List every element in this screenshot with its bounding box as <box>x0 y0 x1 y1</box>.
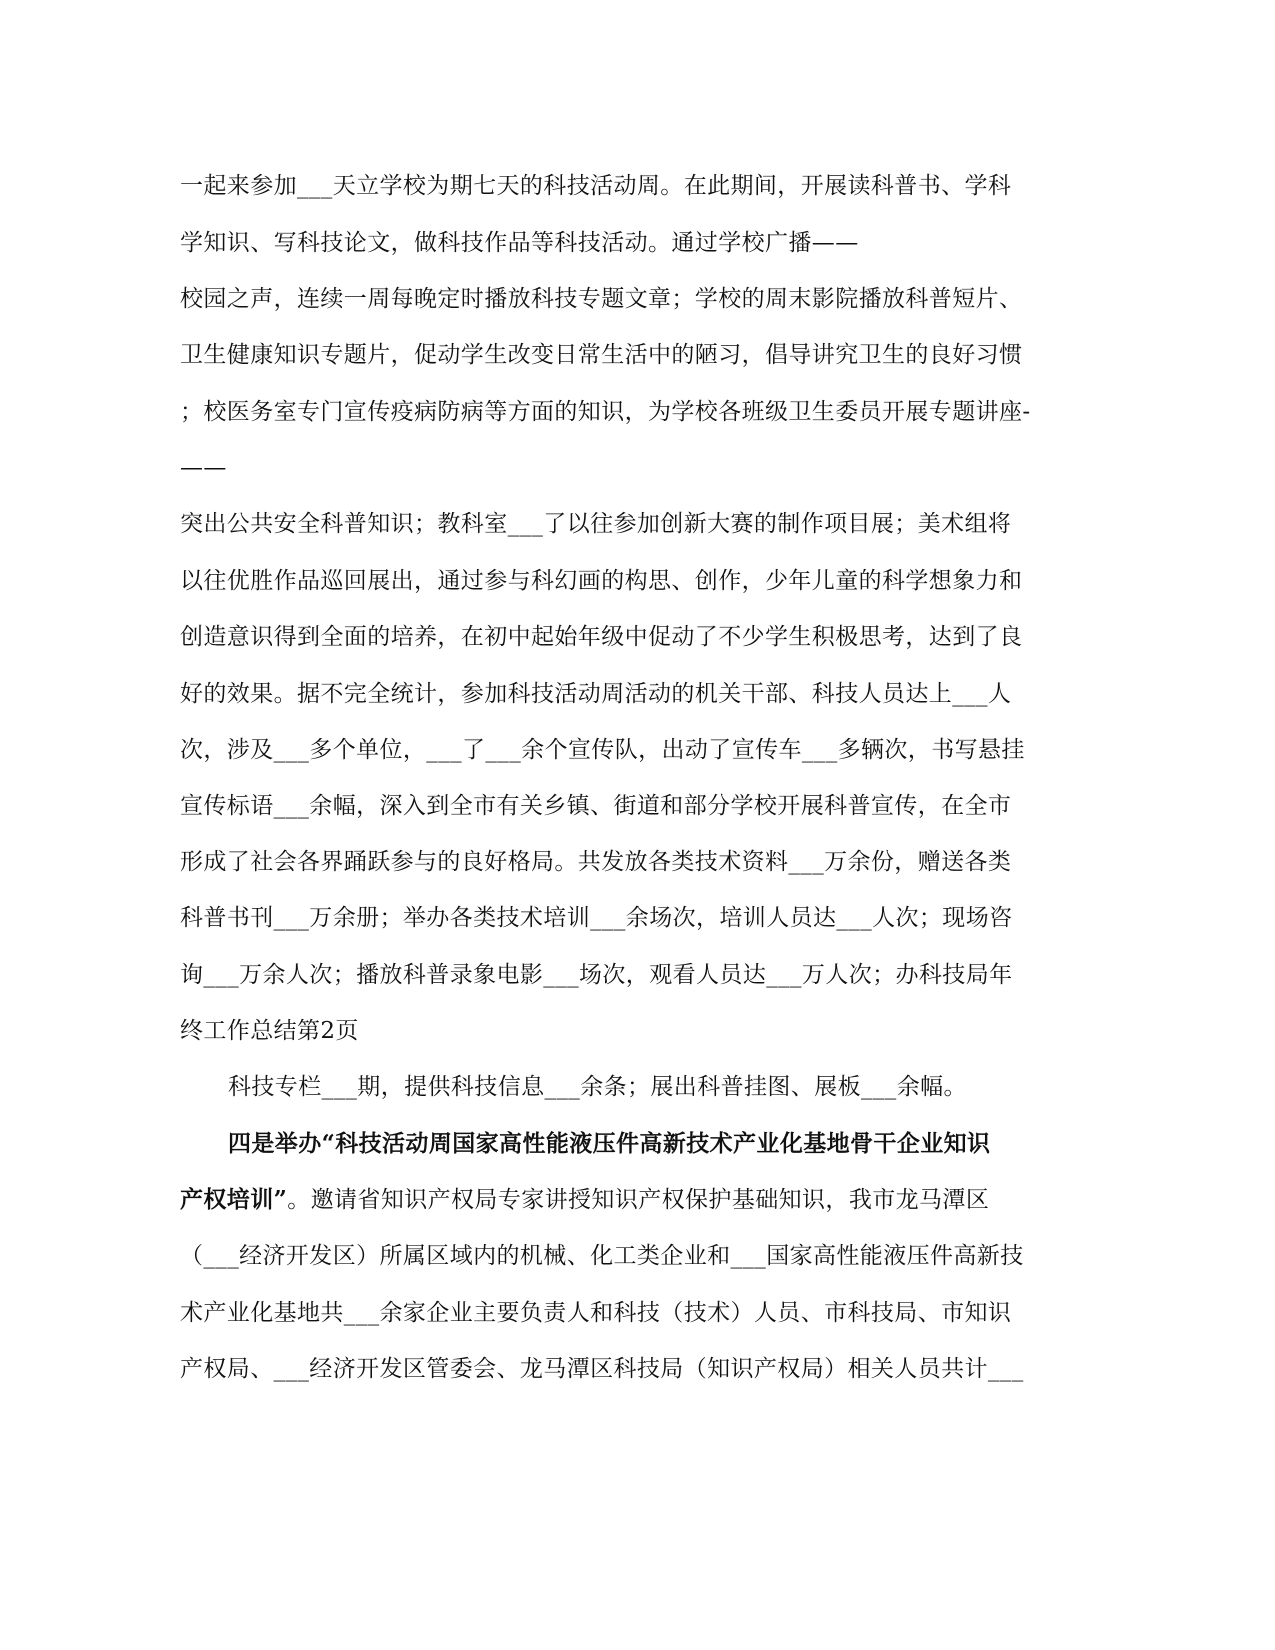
paragraph-line: 卫生健康知识专题片，促动学生改变日常生活中的陋习，倡导讲究卫生的良好习惯 <box>180 342 1023 368</box>
paragraph-line: 终工作总结第2页 <box>180 1018 359 1044</box>
paragraph-line: 突出公共安全科普知识；教科室___了以往参加创新大赛的制作项目展；美术组将 <box>180 511 1012 537</box>
paragraph-line: 术产业化基地共___余家企业主要负责人和科技（技术）人员、市科技局、市知识 <box>180 1300 1012 1326</box>
section-heading-tail: 产权培训” <box>180 1186 288 1213</box>
paragraph-line: 次，涉及___多个单位，___了___余个宣传队，出动了宣传车___多辆次，书写悬挂 <box>180 737 1025 763</box>
paragraph-line: 宣传标语___余幅，深入到全市有关乡镇、街道和部分学校开展科普宣传，在全市 <box>180 793 1012 819</box>
paragraph-line <box>180 1185 989 1215</box>
paragraph-text: 。邀请省知识产权局专家讲授知识产权保护基础知识，我市龙马潭区 <box>287 1187 990 1213</box>
section-heading: 四是举办“科技活动周国家高性能液压件高新技术产业化基地骨干企业知识 <box>228 1130 991 1157</box>
paragraph-line: 询___万余人次；播放科普录象电影___场次，观看人员达___万人次；办科技局年 <box>180 962 1013 988</box>
paragraph-line: 学知识、写科技论文，做科技作品等科技活动。通过学校广播—— <box>180 230 859 256</box>
paragraph-line: 以往优胜作品巡回展出，通过参与科幻画的构思、创作，少年儿童的科学想象力和 <box>180 568 1023 594</box>
paragraph-line: （___经济开发区）所属区域内的机械、化工类企业和___国家高性能液压件高新技 <box>180 1243 1024 1269</box>
paragraph-line: 一起来参加___天立学校为期七天的科技活动周。在此期间，开展读科普书、学科 <box>180 173 1012 199</box>
paragraph-line: 好的效果。据不完全统计，参加科技活动周活动的机关干部、科技人员达上___人 <box>180 681 1012 707</box>
paragraph-line: 校园之声，连续一周每晚定时播放科技专题文章；学校的周末影院播放科普短片、 <box>180 286 1023 312</box>
paragraph-line: 产权局、___经济开发区管委会、龙马潭区科技局（知识产权局）相关人员共计___ <box>180 1356 1024 1382</box>
paragraph-line: 形成了社会各界踊跃参与的良好格局。共发放各类技术资料___万余份，赠送各类 <box>180 849 1012 875</box>
paragraph-line: 创造意识得到全面的培养，在初中起始年级中促动了不少学生积极思考，达到了良 <box>180 624 1023 650</box>
paragraph-line: ；校医务室专门宣传疫病防病等方面的知识，为学校各班级卫生委员开展专题讲座- <box>180 399 1031 425</box>
paragraph-line: 科普书刊___万余册；举办各类技术培训___余场次，培训人员达___人次；现场咨 <box>180 905 1013 931</box>
paragraph-line: —— <box>180 455 227 481</box>
paragraph-line: 科技专栏___期，提供科技信息___余条；展出科普挂图、展板___余幅。 <box>228 1074 967 1100</box>
